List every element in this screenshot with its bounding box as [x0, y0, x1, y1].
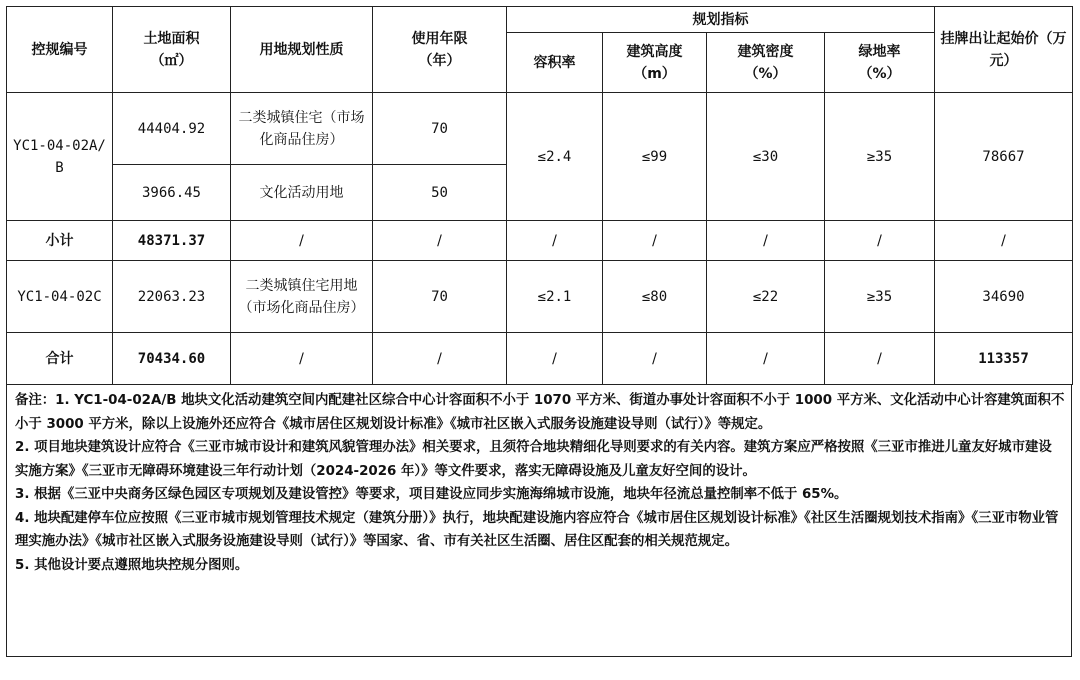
total-green: /: [825, 333, 935, 385]
total-far: /: [507, 333, 603, 385]
row2-green: ≥35: [825, 261, 935, 333]
total-density: /: [707, 333, 825, 385]
subtotal-area: 48371.37: [113, 221, 231, 261]
header-density: [707, 33, 825, 93]
subtotal-density: /: [707, 221, 825, 261]
row1-height: ≤99: [603, 93, 707, 221]
row2-price: 34690: [935, 261, 1073, 333]
header-green: [825, 33, 935, 93]
total-years: /: [373, 333, 507, 385]
header-density-label: 建筑密度: [737, 43, 794, 60]
header-area-label: 土地面积: [143, 30, 200, 47]
remarks-block: [6, 385, 1072, 657]
subtotal-height: /: [603, 221, 707, 261]
row2-density: ≤22: [707, 261, 825, 333]
row2-use: 二类城镇住宅用地（市场化商品住房）: [231, 261, 373, 333]
total-area: 70434.60: [113, 333, 231, 385]
total-height: /: [603, 333, 707, 385]
land-parcel-table: [6, 6, 1073, 385]
header-price: 挂牌出让起始价（万元）: [935, 7, 1073, 93]
remark-2: 2. 项目地块建筑设计应符合《三亚市城市设计和建筑风貌管理办法》相关要求，且须符合地块精细化导则要求的有关内容。建筑方案应严格按照《三亚市推进儿童友好城市建设实施方案》《三亚市无障碍环境建设三年行动计划（2024-2026 年）》等文件要求，落实无障碍设施及儿童友好空间的设计。: [15, 440, 1052, 479]
total-price: 113357: [935, 333, 1073, 385]
remark-3: 3. 根据《三亚中央商务区绿色园区专项规划及建设管控》等要求，项目建设应同步实施海绵城市设施，地块年径流总量控制率不低于 65%。: [15, 487, 848, 502]
header-green-label: 绿地率: [858, 43, 901, 60]
header-height-label: 建筑高度: [626, 43, 683, 60]
row1-area-a: 44404.92: [113, 93, 231, 165]
header-area: [113, 7, 231, 93]
row1-years-a: 70: [373, 93, 507, 165]
row2-years: 70: [373, 261, 507, 333]
header-years-label: 使用年限: [411, 30, 468, 47]
header-planning-group: 规划指标: [507, 7, 935, 33]
subtotal-far: /: [507, 221, 603, 261]
header-years-unit: （年）: [418, 52, 461, 69]
row1-price: 78667: [935, 93, 1073, 221]
header-id: 控规编号: [7, 7, 113, 93]
subtotal-years: /: [373, 221, 507, 261]
total-use: /: [231, 333, 373, 385]
header-height: [603, 33, 707, 93]
header-density-unit: （%）: [744, 65, 787, 82]
row2-area: 22063.23: [113, 261, 231, 333]
row1-id: YC1-04-02A/B: [7, 93, 113, 221]
row1-far: ≤2.4: [507, 93, 603, 221]
row1-use-b: 文化活动用地: [231, 165, 373, 221]
row1-density: ≤30: [707, 93, 825, 221]
row2-far: ≤2.1: [507, 261, 603, 333]
subtotal-label: 小计: [7, 221, 113, 261]
subtotal-price: /: [935, 221, 1073, 261]
remark-1: 备注：1. YC1-04-02A/B 地块文化活动建筑空间内配建社区综合中心计容面积不小于 1070 平方米、街道办事处计容面积不小于 1000 平方米、文化活动中心计容建筑面积不小于 3000 平方米，除以上设施外还应符合《城市居住区规划设计标准》《城市社区嵌入式服务设施建设导则（试行）》等规定。: [15, 393, 1065, 432]
header-area-unit: （㎡）: [150, 52, 193, 69]
total-label: 合计: [7, 333, 113, 385]
remark-5: 5. 其他设计要点遵照地块控规分图则。: [15, 557, 249, 573]
land-table-document: [6, 6, 1072, 657]
header-green-unit: （%）: [858, 65, 901, 82]
row1-area-b: 3966.45: [113, 165, 231, 221]
header-far: 容积率: [507, 33, 603, 93]
row1-use-a: 二类城镇住宅（市场化商品住房）: [231, 93, 373, 165]
row2-height: ≤80: [603, 261, 707, 333]
row2-id: YC1-04-02C: [7, 261, 113, 333]
header-years: [373, 7, 507, 93]
row1-years-b: 50: [373, 165, 507, 221]
row1-green: ≥35: [825, 93, 935, 221]
subtotal-use: /: [231, 221, 373, 261]
header-height-unit: （m）: [633, 65, 676, 82]
remark-4: 4. 地块配建停车位应按照《三亚市城市规划管理技术规定（建筑分册）》执行，地块配建设施内容应符合《城市居住区规划设计标准》《社区生活圈规划技术指南》《三亚市物业管理实施办法》《城市社区嵌入式服务设施建设导则（试行）》等国家、省、市有关社区生活圈、居住区配套的相关规范规定。: [15, 510, 1059, 549]
subtotal-green: /: [825, 221, 935, 261]
header-use: 用地规划性质: [231, 7, 373, 93]
